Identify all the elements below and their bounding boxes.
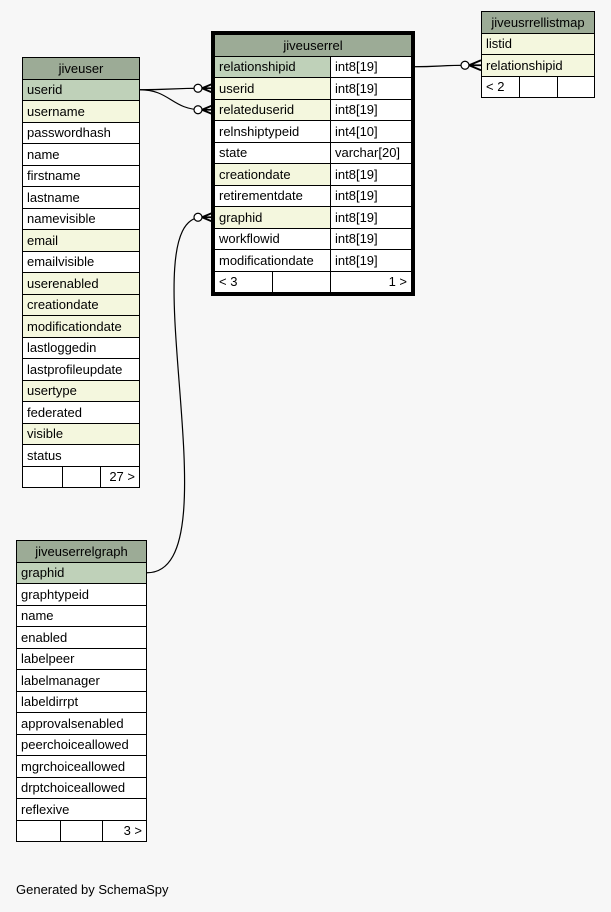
table-jiveuser[interactable] (22, 57, 140, 488)
table-jiveusrrellistmap[interactable] (481, 11, 595, 98)
crowfoot-marker (469, 60, 481, 70)
column-row[interactable] (215, 78, 412, 100)
children-count[interactable]: 1 > (331, 271, 412, 293)
column-name[interactable]: namevisible (23, 208, 140, 230)
column-name[interactable]: creationdate (23, 294, 140, 316)
column-row[interactable] (17, 691, 147, 713)
generated-by-label: Generated by SchemaSpy (16, 882, 169, 897)
column-name[interactable]: lastloggedin (23, 337, 140, 359)
column-row[interactable] (17, 713, 147, 735)
footer-cell (520, 76, 558, 98)
column-name[interactable]: enabled (17, 627, 147, 649)
crowfoot-marker (202, 83, 214, 93)
column-row[interactable] (23, 337, 140, 359)
column-row[interactable] (23, 165, 140, 187)
footer-cell (558, 76, 595, 98)
column-name[interactable]: labeldirrpt (17, 691, 147, 713)
column-row[interactable] (23, 380, 140, 402)
column-row[interactable] (215, 142, 412, 164)
column-type: int8[19] (331, 228, 412, 250)
column-name[interactable]: relnshiptypeid (215, 121, 331, 143)
footer-cell (61, 820, 103, 842)
column-name[interactable]: peerchoiceallowed (17, 734, 147, 756)
children-count[interactable]: 27 > (101, 466, 140, 488)
column-name[interactable]: passwordhash (23, 122, 140, 144)
column-name[interactable]: graphid (215, 207, 331, 229)
relationship-line (140, 90, 202, 110)
column-row[interactable] (215, 99, 412, 121)
column-name[interactable]: userenabled (23, 273, 140, 295)
column-row[interactable] (17, 605, 147, 627)
column-type: int8[19] (331, 250, 412, 272)
column-row[interactable] (17, 799, 147, 821)
column-name[interactable]: firstname (23, 165, 140, 187)
column-row[interactable] (17, 562, 147, 584)
column-row[interactable] (17, 734, 147, 756)
column-name[interactable]: drptchoiceallowed (17, 777, 147, 799)
column-row[interactable] (482, 55, 595, 77)
column-row[interactable] (482, 33, 595, 55)
relationship-line (147, 217, 202, 573)
column-name[interactable]: creationdate (215, 164, 331, 186)
column-row[interactable] (23, 294, 140, 316)
column-name[interactable]: approvalsenabled (17, 713, 147, 735)
column-name[interactable]: retirementdate (215, 185, 331, 207)
column-row[interactable] (23, 251, 140, 273)
column-name[interactable]: emailvisible (23, 251, 140, 273)
table-jiveuserrel[interactable] (214, 34, 412, 293)
column-type: int8[19] (331, 99, 412, 121)
column-row[interactable] (23, 402, 140, 424)
column-name[interactable]: userid (215, 78, 331, 100)
column-name[interactable]: modificationdate (23, 316, 140, 338)
footer-cell (63, 466, 101, 488)
crowfoot-marker (202, 105, 214, 115)
column-type: int8[19] (331, 56, 412, 78)
column-name[interactable]: labelpeer (17, 648, 147, 670)
column-row[interactable] (215, 121, 412, 143)
optional-marker (194, 106, 202, 114)
column-row[interactable] (215, 207, 412, 229)
column-name[interactable]: relationshipid (482, 55, 595, 77)
column-row[interactable] (23, 445, 140, 467)
parents-count[interactable]: < 3 (215, 271, 273, 293)
column-name[interactable]: relateduserid (215, 99, 331, 121)
column-row[interactable] (23, 423, 140, 445)
column-name[interactable]: mgrchoiceallowed (17, 756, 147, 778)
optional-marker (194, 213, 202, 221)
table-jiveuserrelgraph[interactable] (16, 540, 147, 842)
table-title[interactable]: jiveuserrelgraph (17, 541, 147, 563)
column-type: varchar[20] (331, 142, 412, 164)
column-row[interactable] (17, 648, 147, 670)
column-name[interactable]: lastname (23, 187, 140, 209)
column-row[interactable] (23, 208, 140, 230)
column-row[interactable] (23, 144, 140, 166)
column-row[interactable] (17, 584, 147, 606)
column-row[interactable] (17, 777, 147, 799)
children-count[interactable]: 3 > (103, 820, 147, 842)
column-row[interactable] (23, 230, 140, 252)
column-row[interactable] (23, 187, 140, 209)
crowfoot-marker (202, 212, 214, 222)
column-name[interactable]: graphid (17, 562, 147, 584)
table-title[interactable]: jiveuserrel (215, 35, 412, 57)
column-name[interactable]: listid (482, 33, 595, 55)
column-row[interactable] (215, 185, 412, 207)
column-name[interactable]: usertype (23, 380, 140, 402)
column-name[interactable]: labelmanager (17, 670, 147, 692)
parents-count[interactable]: < 2 (482, 76, 520, 98)
column-name[interactable]: status (23, 445, 140, 467)
relationship-line (140, 88, 202, 90)
column-row[interactable] (215, 250, 412, 272)
column-row[interactable] (215, 228, 412, 250)
table-footer (23, 466, 140, 488)
column-name[interactable]: visible (23, 423, 140, 445)
column-type: int8[19] (331, 164, 412, 186)
optional-marker (194, 84, 202, 92)
column-type: int8[19] (331, 207, 412, 229)
column-row[interactable] (17, 670, 147, 692)
column-name[interactable]: relationshipid (215, 56, 331, 78)
column-row[interactable] (17, 627, 147, 649)
optional-marker (461, 61, 469, 69)
column-row[interactable] (23, 359, 140, 381)
column-row[interactable] (23, 122, 140, 144)
column-name[interactable]: modificationdate (215, 250, 331, 272)
footer-cell (17, 820, 61, 842)
column-name[interactable]: name (17, 605, 147, 627)
table-footer (482, 76, 595, 98)
column-name[interactable]: lastprofileupdate (23, 359, 140, 381)
column-row[interactable] (23, 273, 140, 295)
column-type: int4[10] (331, 121, 412, 143)
column-row[interactable] (17, 756, 147, 778)
table-footer (215, 271, 412, 293)
table-title[interactable]: jiveuser (23, 58, 140, 80)
column-row[interactable] (23, 101, 140, 123)
column-name[interactable]: state (215, 142, 331, 164)
column-name[interactable]: email (23, 230, 140, 252)
column-name[interactable]: userid (23, 79, 140, 101)
column-row[interactable] (23, 316, 140, 338)
table-title[interactable]: jiveusrrellistmap (482, 12, 595, 34)
column-type: int8[19] (331, 185, 412, 207)
column-name[interactable]: federated (23, 402, 140, 424)
footer-cell (23, 466, 63, 488)
column-name[interactable]: workflowid (215, 228, 331, 250)
footer-cell (273, 271, 331, 293)
column-name[interactable]: reflexive (17, 799, 147, 821)
column-name[interactable]: graphtypeid (17, 584, 147, 606)
table-footer (17, 820, 147, 842)
column-type: int8[19] (331, 78, 412, 100)
column-row[interactable] (23, 79, 140, 101)
column-row[interactable] (215, 56, 412, 78)
column-name[interactable]: name (23, 144, 140, 166)
column-name[interactable]: username (23, 101, 140, 123)
column-row[interactable] (215, 164, 412, 186)
